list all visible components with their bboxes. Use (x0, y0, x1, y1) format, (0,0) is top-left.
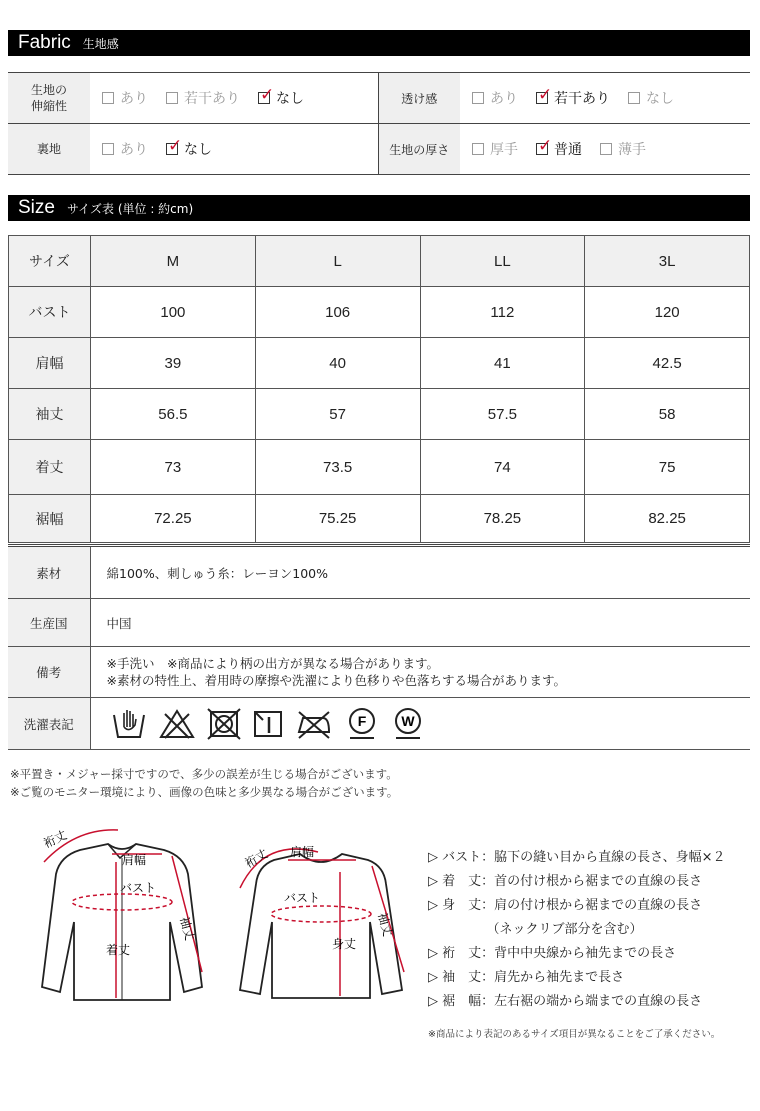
label-yuki: 裄丈 (41, 827, 70, 851)
checkbox-icon (258, 85, 275, 105)
size-cell: 100 (91, 287, 256, 338)
size-header-cell: 3L (585, 236, 750, 287)
origin-label: 生産国 (8, 599, 90, 647)
option-label: 若干あり (184, 91, 240, 107)
remarks-value (90, 647, 750, 698)
wet-clean-w-icon (391, 707, 425, 741)
fabric-label: 生地の 伸縮性 (8, 73, 90, 124)
option-label: なし (646, 91, 674, 107)
dry-clean-f-icon (345, 707, 379, 741)
size-header (8, 195, 750, 221)
size-row-label: 袖丈 (9, 389, 91, 440)
no-tumble-dry-icon (207, 708, 241, 740)
legend-item: ▷ 身 丈：肩の付け根から裾までの直線の長さ (428, 898, 703, 913)
option-label: あり (490, 91, 518, 107)
option-label: あり (120, 91, 148, 107)
size-cell: 75.25 (255, 495, 420, 543)
checkbox-icon (472, 143, 484, 155)
checkbox-icon (600, 143, 612, 155)
note-2: ※ご覧のモニター環境により、画像の色味と多少異なる場合がございます。 (10, 785, 399, 799)
check-mark-icon: ✓ (538, 85, 553, 105)
size-cell: 73 (91, 440, 256, 495)
label-kitake: 着丈 (106, 943, 131, 957)
option-label: あり (120, 142, 148, 158)
size-cell: 75 (585, 440, 750, 495)
size-cell: 78.25 (420, 495, 585, 543)
origin-value: 中国 (90, 599, 750, 647)
option-2 (628, 88, 674, 108)
option-label: 厚手 (490, 142, 518, 158)
hand-wash-icon (111, 707, 147, 741)
remarks-label: 備考 (8, 647, 90, 698)
size-table (8, 235, 750, 543)
wash-label: 洗濯表記 (8, 698, 90, 750)
size-cell: 39 (91, 338, 256, 389)
size-cell: 57.5 (420, 389, 585, 440)
option-label: 薄手 (618, 142, 646, 158)
line-dry-shade-icon (253, 708, 283, 740)
fabric-header (8, 30, 750, 56)
remark-line-2: ※素材の特性上、着用時の摩擦や洗濯により色移りや色落ちする場合があります。 (106, 673, 566, 688)
legend-item: ▷ 裾 幅：左右裾の端から端までの直線の長さ (428, 994, 703, 1009)
fabric-label: 透け感 (378, 73, 460, 124)
size-row-label: 肩幅 (9, 338, 91, 389)
label-yuki-2: 裄丈 (242, 846, 271, 871)
label-katahaba: 肩幅 (122, 853, 147, 867)
legend-item: ▷ バスト：脇下の縫い目から直線の長さ、身幅×２ (428, 850, 726, 865)
label-bust-2: バスト (284, 891, 321, 905)
size-cell: 82.25 (585, 495, 750, 543)
size-cell: 73.5 (255, 440, 420, 495)
check-mark-icon: ✓ (260, 85, 275, 105)
checkbox-icon (166, 92, 178, 104)
check-mark-icon: ✓ (168, 136, 183, 156)
option-1 (536, 136, 582, 159)
size-cell: 120 (585, 287, 750, 338)
wet-clean-letter: W (400, 712, 415, 729)
fabric-options (90, 73, 378, 124)
material-label: 素材 (8, 546, 90, 599)
size-row-label: 着丈 (9, 440, 91, 495)
jacket-diagram (20, 822, 220, 1012)
option-0 (102, 139, 148, 159)
option-1 (166, 88, 240, 108)
legend-item: ▷ 着 丈：首の付け根から裾までの直線の長さ (428, 874, 703, 889)
option-1 (536, 85, 610, 108)
checkbox-icon (536, 85, 553, 105)
label-katahaba-2: 肩幅 (290, 845, 315, 859)
note-1: ※平置き・メジャー採寸ですので、多少の誤差が生じる場合がございます。 (10, 767, 398, 781)
size-cell: 112 (420, 287, 585, 338)
option-0 (102, 88, 148, 108)
option-2 (258, 85, 304, 108)
option-label: 若干あり (554, 91, 610, 107)
option-0 (472, 88, 518, 108)
fabric-label: 生地の厚さ (378, 124, 460, 175)
no-bleach-icon (159, 708, 195, 740)
dry-clean-letter: F (357, 712, 366, 729)
size-cell: 74 (420, 440, 585, 495)
fabric-options (90, 124, 378, 175)
size-cell: 56.5 (91, 389, 256, 440)
size-cell: 58 (585, 389, 750, 440)
check-mark-icon: ✓ (538, 136, 553, 156)
option-label: なし (276, 91, 304, 107)
wash-symbols (90, 698, 750, 750)
size-cell: 42.5 (585, 338, 750, 389)
size-header-cell: M (91, 236, 256, 287)
no-iron-icon (295, 708, 333, 740)
size-header-cell: L (255, 236, 420, 287)
fabric-options (460, 124, 750, 175)
fabric-subtitle: 生地感 (82, 36, 119, 51)
option-label: なし (184, 142, 212, 158)
size-cell: 41 (420, 338, 585, 389)
checkbox-icon (102, 92, 114, 104)
size-cell: 106 (255, 287, 420, 338)
checkbox-icon (472, 92, 484, 104)
checkbox-icon (102, 143, 114, 155)
label-sode-2: 袖丈 (375, 911, 395, 938)
size-cell: 40 (255, 338, 420, 389)
checkbox-icon (536, 136, 553, 156)
checkbox-icon (166, 136, 183, 156)
size-title: Size (18, 197, 55, 218)
option-label: 普通 (554, 142, 582, 158)
fine-print: ※商品により表記のあるサイズ項目が異なることをご了承ください。 (428, 1029, 721, 1040)
info-table (8, 544, 750, 750)
legend-item: ▷ 袖 丈：肩先から袖先まで長さ (428, 970, 625, 985)
option-0 (472, 139, 518, 159)
option-1 (166, 136, 212, 159)
legend-item: ▷ 裄 丈：背中中央線から袖先までの長さ (428, 946, 677, 961)
size-cell: 57 (255, 389, 420, 440)
label-sode: 袖丈 (177, 915, 197, 942)
label-mitake: 身丈 (332, 937, 357, 951)
fabric-title: Fabric (18, 32, 71, 53)
fabric-table (8, 72, 750, 175)
measurement-legend (428, 846, 726, 1014)
legend-item: （ネックリブ部分を含む） (428, 922, 643, 937)
remark-line-1: ※手洗い ※商品により柄の出方が異なる場合があります。 (106, 656, 439, 671)
size-cell: 72.25 (91, 495, 256, 543)
material-value: 綿100%、刺しゅう糸：レーヨン100% (90, 546, 750, 599)
size-header-cell: サイズ (9, 236, 91, 287)
size-subtitle: サイズ表 (単位 : 約cm) (66, 201, 194, 216)
fabric-label: 裏地 (8, 124, 90, 175)
checkbox-icon (628, 92, 640, 104)
size-header-cell: LL (420, 236, 585, 287)
size-row-label: 裾幅 (9, 495, 91, 543)
label-bust: バスト (120, 881, 157, 895)
option-2 (600, 139, 646, 159)
fabric-options (460, 73, 750, 124)
size-row-label: バスト (9, 287, 91, 338)
tshirt-diagram (228, 832, 418, 1002)
